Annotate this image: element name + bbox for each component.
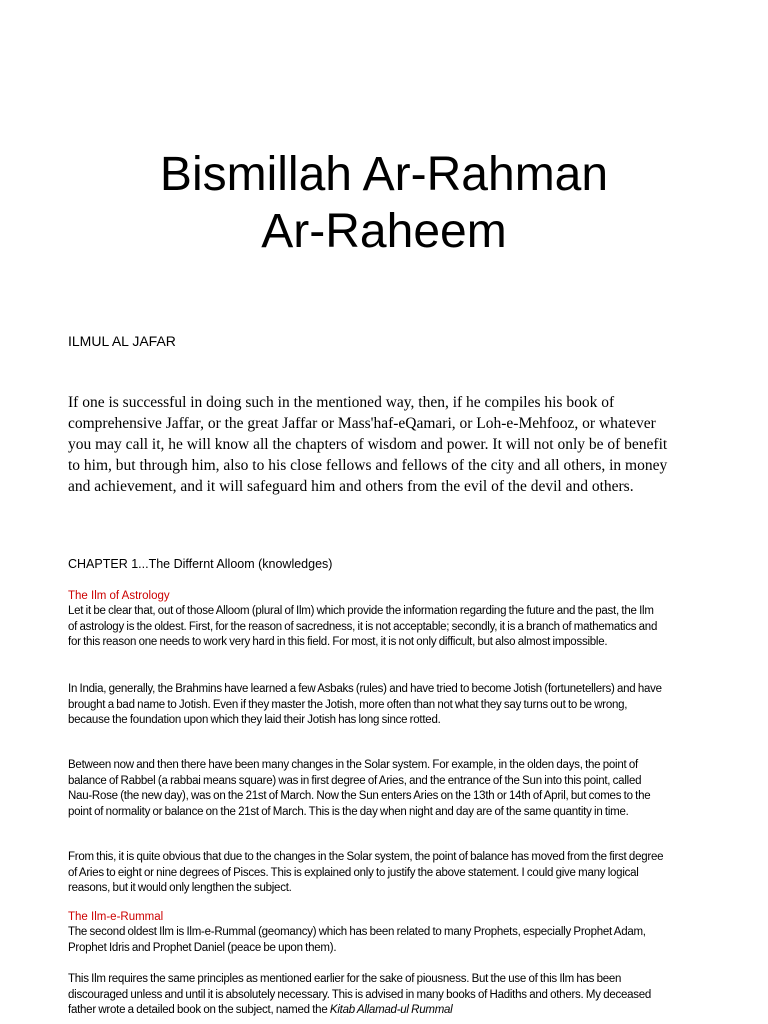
- document-subtitle: ILMUL AL JAFAR: [68, 333, 176, 349]
- title-line-2: Ar-Raheem: [261, 205, 507, 258]
- document-title: [0, 146, 768, 260]
- intro-paragraph: If one is successful in doing such in the mentioned way, then, if he compiles his book of comprehensive Jaffar, or the great Jaffar or Mass'haf-eQamari, or Loh-e-Mehfooz, or whatever you may call it, he will know all the chapters of wisdom and power. It will not only be of benefit to him, but through him, also to his close fellows and fellows of the city and all others, in money and achievement, and it will safeguard him and others from the evil of the devil and others.: [68, 394, 668, 495]
- paragraph: Between now and then there have been many changes in the Solar system. For example, in the olden days, the point of balance of Rabbel (a rabbai means square) was in first degree of Aries, and the entrance of the Sun into this point, called Nau-Rose (the new day), was on the 21st of March. Now the Sun enters Aries on the 13th or 14th of April, but comes to the point of normality or balance on the 21st of March. This is the day when night and day are of the same quantity in time.: [68, 759, 651, 818]
- paragraph-text: This Ilm requires the same principles as mentioned earlier for the sake of piousness. But the use of this Ilm has been discouraged unless and until it is absolutely necessary. This is advised in many books of Hadiths and others. My deceased father wrote a detailed book on the subject, named the: [68, 973, 652, 1016]
- paragraph: Let it be clear that, out of those Alloom (plural of Ilm) which provide the information regarding the future and the past, the Ilm of astrology is the oldest. First, for the reason of sacredness, it is not acceptable; secondly, it is a branch of mathematics and for this reason one needs to work very hard in this field. For most, it is not only difficult, but also almost impossible.: [68, 605, 658, 648]
- paragraph: From this, it is quite obvious that due to the changes in the Solar system, the point of balance has moved from the first degree of Aries to eight or nine degrees of Pisces. This is explained only to justify the above statement. I could give many logical reasons, but it would only lengthen the subject.: [68, 851, 664, 894]
- section-heading-rummal: The Ilm-e-Rummal: [68, 911, 164, 923]
- paragraph: [68, 972, 664, 1019]
- paragraph: The second oldest Ilm is Ilm-e-Rummal (geomancy) which has been related to many Prophets, especially Prophet Adam, Prophet Idris and Prophet Daniel (peace be upon them).: [68, 926, 646, 954]
- book-title: Kitab Allamad-ul Rummal: [329, 1004, 453, 1016]
- chapter-heading: CHAPTER 1...The Differnt Alloom (knowledges): [68, 557, 333, 571]
- section-heading-astrology: The Ilm of Astrology: [68, 590, 170, 602]
- paragraph: In India, generally, the Brahmins have learned a few Asbaks (rules) and have tried to become Jotish (fortunetellers) and have brought a bad name to Jotish. Even if they master the Jotish, more often than not what they say turns out to be wrong, because the foundation upon which they laid their Jotish has long since rotted.: [68, 683, 662, 726]
- title-line-1: Bismillah Ar-Rahman: [159, 148, 609, 201]
